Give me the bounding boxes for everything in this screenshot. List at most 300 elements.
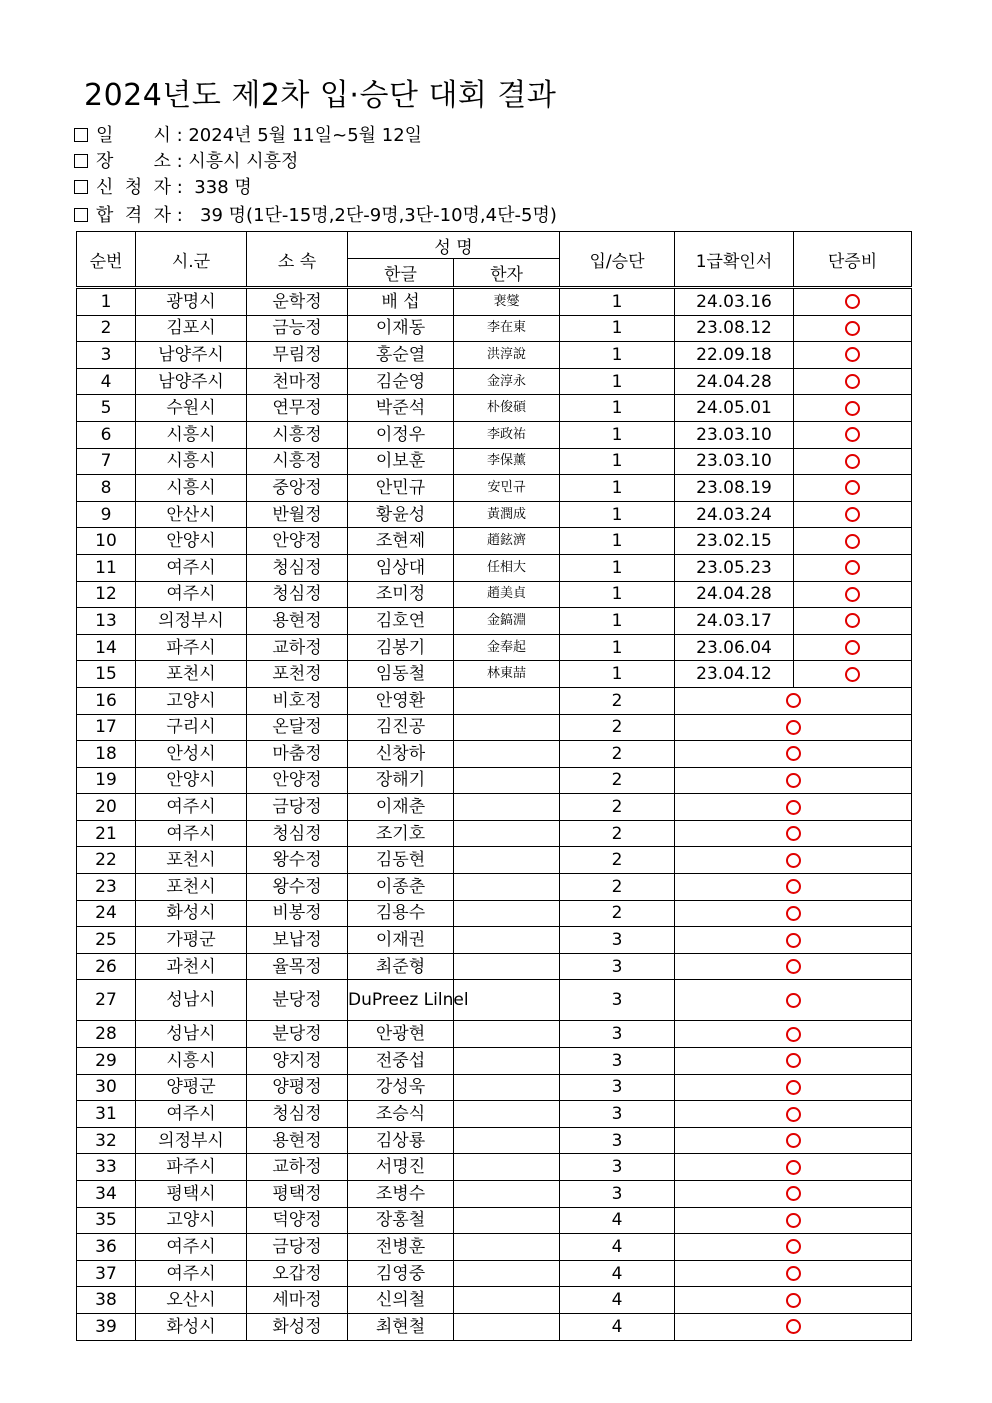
table-row [77,395,912,422]
circle-mark-icon [845,347,860,362]
cell-no: 33 [77,1154,136,1181]
cell-fee [794,475,912,502]
cell-cert-fee [675,767,912,794]
table-row [77,581,912,608]
cell-fee [794,288,912,316]
cell-hangul: 박준석 [348,395,454,422]
cell-hangul: 조미정 [348,581,454,608]
cell-no: 5 [77,395,136,422]
cell-club: 양지정 [247,1048,348,1075]
cell-city: 남양주시 [136,368,247,395]
cell-club: 연무정 [247,395,348,422]
cell-no: 30 [77,1074,136,1101]
cell-hangul: 이재춘 [348,794,454,821]
cell-city: 구리시 [136,714,247,741]
cell-no: 18 [77,741,136,768]
cell-hangul: DuPreez Lilnel [348,980,454,1021]
cell-city: 파주시 [136,1154,247,1181]
cell-hanja: 趙鉉濟 [454,528,560,555]
header-dan: 입/승단 [560,232,675,288]
cell-hangul: 장해기 [348,767,454,794]
cell-city: 시흥시 [136,448,247,475]
cell-dan: 1 [560,315,675,342]
cell-hanja: 李保薰 [454,448,560,475]
cell-dan: 1 [560,342,675,369]
circle-mark-icon [786,906,801,921]
cell-club: 청심정 [247,820,348,847]
table-row [77,1181,912,1208]
cell-no: 1 [77,288,136,316]
table-row [77,1207,912,1234]
cell-city: 여주시 [136,1234,247,1261]
circle-mark-icon [786,773,801,788]
cell-city: 광명시 [136,288,247,316]
cell-dan: 1 [560,661,675,688]
cell-hanja [454,741,560,768]
cell-fee [794,581,912,608]
table-row [77,794,912,821]
cell-hanja [454,847,560,874]
cell-hanja [454,900,560,927]
cell-club: 천마정 [247,368,348,395]
cell-city: 포천시 [136,847,247,874]
circle-mark-icon [786,1186,801,1201]
cell-hanja [454,1021,560,1048]
cell-cert: 24.03.17 [675,608,794,635]
cell-hanja: 林東喆 [454,661,560,688]
table-row [77,608,912,635]
cell-hanja [454,980,560,1021]
cell-city: 남양주시 [136,342,247,369]
cell-cert: 22.09.18 [675,342,794,369]
table-row [77,1154,912,1181]
cell-hangul: 황윤성 [348,501,454,528]
cell-no: 14 [77,634,136,661]
header-name: 성 명 [348,232,560,259]
circle-mark-icon [845,374,860,389]
cell-hangul: 김영중 [348,1260,454,1287]
table-row [77,1074,912,1101]
cell-hanja: 金鎬淵 [454,608,560,635]
cell-club: 세마정 [247,1287,348,1314]
cell-city: 시흥시 [136,1048,247,1075]
cell-hangul: 장홍철 [348,1207,454,1234]
cell-no: 22 [77,847,136,874]
header-fee: 단증비 [794,232,912,288]
cell-hangul: 이재권 [348,927,454,954]
cell-cert-fee [675,1021,912,1048]
cell-fee [794,554,912,581]
header-hanja: 한자 [454,259,560,288]
checkbox-square-icon [74,180,88,194]
circle-mark-icon [786,1080,801,1095]
checkbox-square-icon [74,154,88,168]
cell-hangul: 홍순열 [348,342,454,369]
cell-dan: 3 [560,1154,675,1181]
circle-mark-icon [786,826,801,841]
cell-cert-fee [675,1234,912,1261]
cell-dan: 4 [560,1313,675,1340]
cell-hangul: 김호연 [348,608,454,635]
cell-hanja [454,820,560,847]
cell-hangul: 조승식 [348,1101,454,1128]
table-row [77,342,912,369]
cell-club: 반월정 [247,501,348,528]
cell-hangul: 김동현 [348,847,454,874]
cell-cert: 23.04.12 [675,661,794,688]
table-row [77,1048,912,1075]
cell-hanja [454,1287,560,1314]
cell-no: 4 [77,368,136,395]
circle-mark-icon [786,1266,801,1281]
cell-dan: 2 [560,687,675,714]
cell-cert-fee [675,1181,912,1208]
cell-dan: 2 [560,874,675,901]
cell-club: 교하정 [247,634,348,661]
cell-hangul: 이정우 [348,421,454,448]
cell-no: 27 [77,980,136,1021]
cell-cert: 23.08.12 [675,315,794,342]
cell-no: 2 [77,315,136,342]
cell-club: 금능정 [247,315,348,342]
circle-mark-icon [786,993,801,1008]
table-row [77,501,912,528]
cell-dan: 3 [560,980,675,1021]
cell-dan: 1 [560,634,675,661]
cell-no: 32 [77,1127,136,1154]
circle-mark-icon [786,746,801,761]
cell-hangul: 신의철 [348,1287,454,1314]
circle-mark-icon [845,534,860,549]
cell-hangul: 배 섭 [348,288,454,316]
cell-dan: 3 [560,953,675,980]
info-value: : 2024년 5월 11일~5월 12일 [176,125,423,146]
cell-hangul: 임상대 [348,554,454,581]
cell-no: 23 [77,874,136,901]
cell-hangul: 김봉기 [348,634,454,661]
cell-hanja [454,1234,560,1261]
cell-hangul: 이종춘 [348,874,454,901]
results-table [76,231,912,1341]
cell-club: 금당정 [247,794,348,821]
cell-dan: 1 [560,608,675,635]
cell-club: 청심정 [247,1101,348,1128]
cell-club: 금당정 [247,1234,348,1261]
cell-cert-fee [675,1207,912,1234]
info-passed [74,201,557,227]
cell-no: 35 [77,1207,136,1234]
table-row [77,1021,912,1048]
table-row [77,1234,912,1261]
cell-dan: 3 [560,1074,675,1101]
cell-fee [794,634,912,661]
cell-club: 율목정 [247,953,348,980]
circle-mark-icon [786,1133,801,1148]
cell-dan: 3 [560,1021,675,1048]
cell-club: 화성정 [247,1313,348,1340]
cell-cert: 23.02.15 [675,528,794,555]
cell-club: 청심정 [247,554,348,581]
cell-dan: 3 [560,1101,675,1128]
cell-hanja: 任相大 [454,554,560,581]
circle-mark-icon [786,1293,801,1308]
cell-club: 운학정 [247,288,348,316]
cell-fee [794,315,912,342]
circle-mark-icon [845,294,860,309]
table-row [77,634,912,661]
cell-dan: 1 [560,475,675,502]
cell-cert: 24.04.28 [675,581,794,608]
table-row [77,1313,912,1340]
cell-cert-fee [675,1154,912,1181]
table-row [77,847,912,874]
cell-dan: 2 [560,714,675,741]
circle-mark-icon [786,1160,801,1175]
circle-mark-icon [845,480,860,495]
cell-no: 15 [77,661,136,688]
cell-hangul: 최준형 [348,953,454,980]
cell-hanja [454,953,560,980]
cell-cert-fee [675,847,912,874]
cell-club: 무림정 [247,342,348,369]
cell-hanja [454,1101,560,1128]
cell-dan: 2 [560,741,675,768]
cell-dan: 1 [560,581,675,608]
cell-club: 마춤정 [247,741,348,768]
cell-fee [794,342,912,369]
cell-cert: 23.03.10 [675,421,794,448]
cell-club: 분당정 [247,980,348,1021]
cell-no: 31 [77,1101,136,1128]
cell-cert-fee [675,687,912,714]
cell-fee [794,528,912,555]
circle-mark-icon [786,1319,801,1334]
cell-dan: 4 [560,1207,675,1234]
cell-hanja [454,1313,560,1340]
cell-city: 안양시 [136,767,247,794]
cell-no: 7 [77,448,136,475]
cell-fee [794,608,912,635]
table-row [77,927,912,954]
cell-dan: 4 [560,1234,675,1261]
cell-cert-fee [675,953,912,980]
cell-hangul: 이재동 [348,315,454,342]
info-applicants [74,173,252,199]
cell-hangul: 전병훈 [348,1234,454,1261]
circle-mark-icon [845,587,860,602]
cell-hanja: 裵燮 [454,288,560,316]
cell-no: 16 [77,687,136,714]
cell-dan: 2 [560,900,675,927]
cell-city: 포천시 [136,874,247,901]
table-row [77,1260,912,1287]
cell-hanja [454,794,560,821]
cell-city: 의정부시 [136,608,247,635]
results-body [77,288,912,1341]
cell-hangul: 최현철 [348,1313,454,1340]
cell-dan: 2 [560,794,675,821]
cell-cert-fee [675,794,912,821]
cell-hanja: 金淳永 [454,368,560,395]
cell-no: 12 [77,581,136,608]
cell-dan: 1 [560,501,675,528]
cell-city: 여주시 [136,820,247,847]
cell-no: 25 [77,927,136,954]
circle-mark-icon [786,933,801,948]
cell-hangul: 이보훈 [348,448,454,475]
info-date [74,121,422,147]
cell-no: 24 [77,900,136,927]
cell-hanja [454,1260,560,1287]
table-row [77,315,912,342]
cell-hanja: 黃潤成 [454,501,560,528]
cell-no: 13 [77,608,136,635]
cell-dan: 3 [560,1048,675,1075]
cell-dan: 4 [560,1260,675,1287]
table-row [77,980,912,1021]
cell-no: 3 [77,342,136,369]
cell-city: 화성시 [136,1313,247,1340]
cell-cert: 24.03.16 [675,288,794,316]
cell-no: 19 [77,767,136,794]
cell-no: 21 [77,820,136,847]
cell-city: 가평군 [136,927,247,954]
cell-dan: 1 [560,554,675,581]
cell-city: 시흥시 [136,421,247,448]
table-row [77,528,912,555]
cell-fee [794,448,912,475]
cell-club: 포천정 [247,661,348,688]
cell-club: 시흥정 [247,421,348,448]
cell-cert-fee [675,741,912,768]
circle-mark-icon [845,640,860,655]
table-row [77,1127,912,1154]
cell-hanja [454,1048,560,1075]
cell-dan: 2 [560,847,675,874]
cell-fee [794,661,912,688]
cell-no: 20 [77,794,136,821]
header-hangul: 한글 [348,259,454,288]
circle-mark-icon [845,321,860,336]
cell-cert: 24.04.28 [675,368,794,395]
table-row [77,421,912,448]
cell-no: 17 [77,714,136,741]
cell-city: 여주시 [136,794,247,821]
cell-hangul: 안영환 [348,687,454,714]
cell-hanja [454,1127,560,1154]
cell-no: 8 [77,475,136,502]
page-title: 2024년도 제2차 입·승단 대회 결과 [84,78,557,113]
circle-mark-icon [845,401,860,416]
cell-club: 왕수정 [247,847,348,874]
circle-mark-icon [845,613,860,628]
cell-club: 교하정 [247,1154,348,1181]
table-row [77,448,912,475]
header-no: 순번 [77,232,136,288]
cell-no: 26 [77,953,136,980]
cell-hangul: 신창하 [348,741,454,768]
table-row [77,714,912,741]
cell-club: 양평정 [247,1074,348,1101]
table-row [77,687,912,714]
cell-city: 여주시 [136,1101,247,1128]
cell-hangul: 임동철 [348,661,454,688]
cell-city: 포천시 [136,661,247,688]
table-row [77,288,912,316]
cell-club: 청심정 [247,581,348,608]
cell-city: 김포시 [136,315,247,342]
cell-hanja: 金奉起 [454,634,560,661]
cell-club: 용현정 [247,608,348,635]
cell-fee [794,501,912,528]
cell-hangul: 조기호 [348,820,454,847]
cell-hangul: 조현제 [348,528,454,555]
cell-hangul: 안광현 [348,1021,454,1048]
cell-no: 34 [77,1181,136,1208]
cell-city: 오산시 [136,1287,247,1314]
table-row [77,900,912,927]
cell-hanja: 安민규 [454,475,560,502]
cell-cert: 23.03.10 [675,448,794,475]
table-row [77,368,912,395]
cell-city: 파주시 [136,634,247,661]
cell-dan: 3 [560,1127,675,1154]
cell-hangul: 조병수 [348,1181,454,1208]
cell-hanja [454,767,560,794]
cell-club: 안양정 [247,767,348,794]
cell-no: 36 [77,1234,136,1261]
circle-mark-icon [786,800,801,815]
cell-dan: 4 [560,1287,675,1314]
cell-no: 37 [77,1260,136,1287]
cell-no: 10 [77,528,136,555]
cell-fee [794,368,912,395]
cell-cert-fee [675,714,912,741]
cell-cert-fee [675,927,912,954]
cell-hangul: 전중섭 [348,1048,454,1075]
cell-cert-fee [675,820,912,847]
cell-club: 비호정 [247,687,348,714]
circle-mark-icon [786,1027,801,1042]
table-row [77,554,912,581]
cell-city: 성남시 [136,980,247,1021]
cell-hangul: 김용수 [348,900,454,927]
cell-city: 여주시 [136,554,247,581]
cell-city: 안성시 [136,741,247,768]
cell-dan: 1 [560,448,675,475]
cell-city: 과천시 [136,953,247,980]
cell-club: 분당정 [247,1021,348,1048]
info-label: 일 시 [96,125,171,146]
cell-hangul: 강성욱 [348,1074,454,1101]
circle-mark-icon [786,853,801,868]
circle-mark-icon [786,693,801,708]
info-label: 합 격 자 [96,205,172,226]
cell-dan: 2 [560,767,675,794]
circle-mark-icon [786,1053,801,1068]
table-row [77,767,912,794]
header-cert: 1급확인서 [675,232,794,288]
table-row [77,661,912,688]
cell-city: 안산시 [136,501,247,528]
table-row [77,475,912,502]
cell-no: 9 [77,501,136,528]
circle-mark-icon [845,454,860,469]
cell-dan: 2 [560,820,675,847]
cell-city: 안양시 [136,528,247,555]
info-value: : 시흥시 시흥정 [176,151,299,172]
cell-fee [794,395,912,422]
